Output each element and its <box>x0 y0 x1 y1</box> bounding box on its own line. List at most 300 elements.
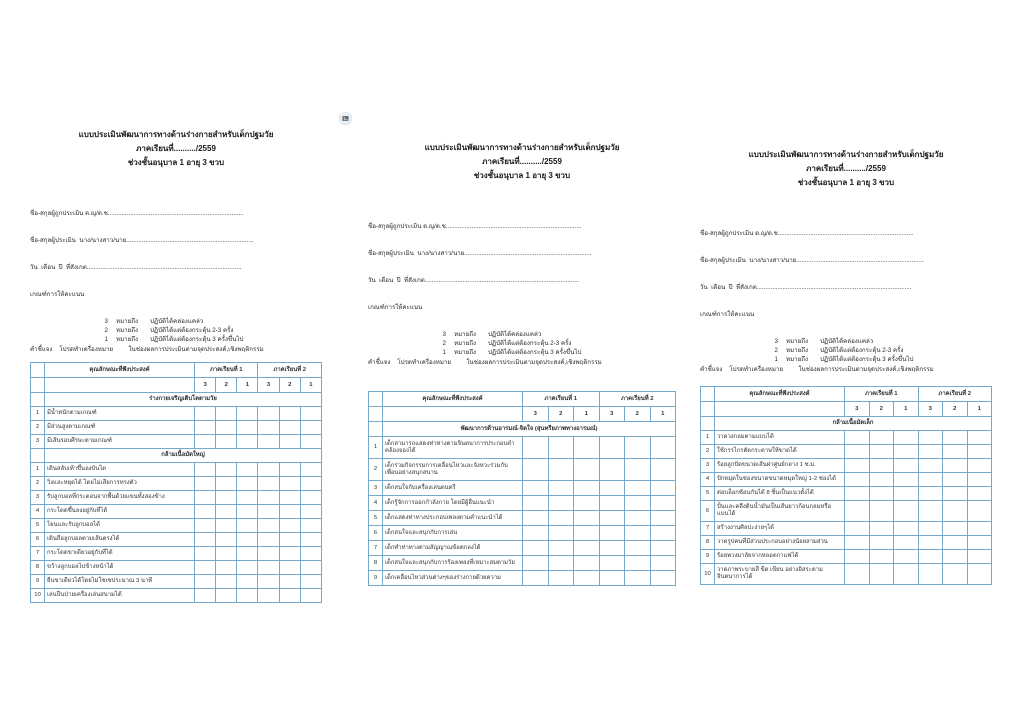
col-header-term1: ภาคเรียนที่ 1 <box>845 387 919 402</box>
scoring-criteria-label: เกณฑ์การให้คะแนน <box>368 304 423 311</box>
form-title-line1: แบบประเมินพัฒนาการทางด้านร่างกายสำหรับเด็กปฐมวัย <box>748 150 944 159</box>
score-cell <box>216 491 237 505</box>
form-title-line3: ช่วงชั้นอนุบาล 1 อายุ 3 ขวบ <box>473 171 571 180</box>
criteria-score: 1 <box>442 349 446 356</box>
score-cell <box>918 459 943 473</box>
col-header-term2: ภาคเรียนที่ 2 <box>258 363 322 378</box>
form-fields <box>368 204 676 330</box>
score-cell <box>279 477 300 491</box>
section-title-cell: ร่างกายเจริญเติบโตตามวัย <box>45 393 322 407</box>
score-cell <box>967 536 992 550</box>
score-cell <box>625 541 651 556</box>
item-row <box>701 445 992 459</box>
field-observe-date: วัน เดือน ปี ที่สังเกต.......................................................................................... <box>30 264 242 271</box>
row-number-cell: 8 <box>701 536 715 550</box>
row-number-cell: 2 <box>31 421 45 435</box>
score-cell <box>918 564 943 585</box>
score-cell <box>918 431 943 445</box>
score-cell <box>650 541 676 556</box>
score-cell <box>216 463 237 477</box>
row-number-cell: 10 <box>31 589 45 603</box>
criteria-text: ปฏิบัติได้แต่ต้องกระตุ้น 2-3 ครั้ง <box>488 340 572 347</box>
trait-text-cell: เด็กสนใจและสนุกกับการร้องเพลงที่เหมาะสมตามวัย <box>383 556 523 571</box>
score-cell <box>258 407 279 421</box>
item-row <box>31 519 322 533</box>
trait-text-cell: กระโดดขาเดียวอยู่กับที่ได้ <box>45 547 195 561</box>
score-cell <box>650 459 676 481</box>
trait-text-cell: ร้อยลูกปัดขนาดเส้นผ่าศูนย์กลาง 1 ซ.ม. <box>715 459 845 473</box>
score-column-header: 3 <box>523 407 549 422</box>
empty-cell <box>383 407 523 422</box>
score-cell <box>279 575 300 589</box>
score-cell <box>258 519 279 533</box>
col-header-term1: ภาคเรียนที่ 1 <box>523 392 600 407</box>
score-cell <box>845 445 870 459</box>
score-cell <box>300 547 321 561</box>
criteria-row <box>440 348 676 357</box>
score-cell <box>258 505 279 519</box>
score-cell <box>599 526 625 541</box>
score-cell <box>195 575 216 589</box>
score-cell <box>845 522 870 536</box>
score-cell <box>279 505 300 519</box>
score-cell <box>258 547 279 561</box>
score-cell <box>300 519 321 533</box>
score-cell <box>894 473 919 487</box>
score-cell <box>216 407 237 421</box>
score-cell <box>258 491 279 505</box>
form-fields <box>30 191 322 317</box>
score-cell <box>279 407 300 421</box>
score-cell <box>300 477 321 491</box>
score-cell <box>195 547 216 561</box>
row-number-cell: 5 <box>701 487 715 501</box>
criteria-means-label: หมายถึง <box>116 336 139 343</box>
score-cell <box>523 481 549 496</box>
trait-text-cell: วาดวงกลมตามแบบได้ <box>715 431 845 445</box>
criteria-row <box>772 337 992 346</box>
score-cell <box>894 487 919 501</box>
corner-cell <box>701 387 715 402</box>
score-cell <box>918 536 943 550</box>
score-cell <box>300 491 321 505</box>
criteria-score: 3 <box>104 318 108 325</box>
item-row <box>701 487 992 501</box>
section-row <box>369 422 676 437</box>
score-cell <box>300 435 321 449</box>
score-cell <box>195 477 216 491</box>
trait-text-cell: มีส่วนสูงตามเกณฑ์ <box>45 421 195 435</box>
form-title-line2: ภาคเรียนที่........../2559 <box>482 157 562 166</box>
item-row <box>369 459 676 481</box>
field-evaluator: ชื่อ-สกุลผู้ประเมิน นาง/นางสาว/นาย.......................................................................... <box>700 257 924 264</box>
score-cell <box>300 589 321 603</box>
score-cell <box>943 564 968 585</box>
scoring-criteria <box>440 330 676 357</box>
item-row <box>31 463 322 477</box>
score-cell <box>599 496 625 511</box>
score-cell <box>918 501 943 522</box>
score-cell <box>237 589 258 603</box>
score-cell <box>650 437 676 459</box>
score-cell <box>300 421 321 435</box>
score-cell <box>523 571 549 586</box>
score-cell <box>237 575 258 589</box>
row-number-cell: 5 <box>31 519 45 533</box>
score-cell <box>869 522 894 536</box>
criteria-means-label: หมายถึง <box>786 347 809 354</box>
score-cell <box>967 487 992 501</box>
score-cell <box>548 511 574 526</box>
score-cell <box>279 491 300 505</box>
trait-text-cell: กระโดดขึ้นลงอยู่กับที่ได้ <box>45 505 195 519</box>
score-cell <box>967 431 992 445</box>
item-row <box>31 533 322 547</box>
criteria-means-label: หมายถึง <box>786 356 809 363</box>
score-column-header: 3 <box>918 402 943 417</box>
score-cell <box>216 533 237 547</box>
score-cell <box>548 459 574 481</box>
score-cell <box>943 473 968 487</box>
score-cell <box>258 589 279 603</box>
score-cell <box>574 526 600 541</box>
row-number-cell: 6 <box>369 526 383 541</box>
row-number-cell: 2 <box>369 459 383 481</box>
criteria-means-label: หมายถึง <box>454 331 477 338</box>
empty-cell <box>701 402 715 417</box>
item-row <box>369 541 676 556</box>
form-title-line1: แบบประเมินพัฒนาการทางด้านร่างกายสำหรับเด็กปฐมวัย <box>424 143 620 152</box>
section-row <box>31 449 322 463</box>
score-cell <box>216 547 237 561</box>
score-scale-row <box>701 402 992 417</box>
item-row <box>701 564 992 585</box>
criteria-score: 2 <box>104 327 108 334</box>
trait-text-cell: วาดรูปคนที่มีส่วนประกอบอย่างน้อยสามส่วน <box>715 536 845 550</box>
corner-cell <box>369 392 383 407</box>
trait-text-cell: มีน้ำหนักตามเกณฑ์ <box>45 407 195 421</box>
item-row <box>31 407 322 421</box>
instruction-line: คำชี้แจง โปรดทำเครื่องหมาย ในช่องผลการประเมินตามจุดประสงค์,เชิงพฤติกรรม <box>368 359 602 366</box>
score-cell <box>599 511 625 526</box>
score-cell <box>869 473 894 487</box>
table-header-row <box>369 392 676 407</box>
field-observe-date: วัน เดือน ปี ที่สังเกต.......................................................................................... <box>368 277 580 284</box>
row-number-cell: 1 <box>701 431 715 445</box>
criteria-means-label: หมายถึง <box>116 318 139 325</box>
score-cell <box>845 459 870 473</box>
trait-text-cell: เด็กสนใจและสนุกกับการเล่น <box>383 526 523 541</box>
col-header-term2: ภาคเรียนที่ 2 <box>599 392 676 407</box>
field-evaluator: ชื่อ-สกุลผู้ประเมิน นาง/นางสาว/นาย.......................................................................... <box>30 237 254 244</box>
row-number-cell: 7 <box>369 541 383 556</box>
scoring-criteria <box>102 317 322 344</box>
trait-text-cell: สร้างงานศิลปะง่ายๆได้ <box>715 522 845 536</box>
score-cell <box>967 445 992 459</box>
score-cell <box>237 463 258 477</box>
scoring-criteria-label: เกณฑ์การให้คะแนน <box>700 311 755 318</box>
score-cell <box>943 522 968 536</box>
row-number-cell: 8 <box>369 556 383 571</box>
score-cell <box>300 463 321 477</box>
criteria-row <box>440 339 676 348</box>
score-cell <box>869 487 894 501</box>
score-cell <box>869 501 894 522</box>
score-cell <box>918 487 943 501</box>
row-number-cell <box>31 393 45 407</box>
col-header-traits: คุณลักษณะที่พึงประสงค์ <box>715 387 845 402</box>
score-cell <box>918 445 943 459</box>
image-placeholder-icon[interactable] <box>339 112 352 125</box>
trait-text-cell: วาดภาพระบายสี ขีด เขียน อย่างอิสระตามจินตนาการได้ <box>715 564 845 585</box>
score-column-header: 3 <box>845 402 870 417</box>
criteria-row <box>102 326 322 335</box>
assessment-table <box>700 386 992 585</box>
score-cell <box>967 564 992 585</box>
col-header-traits: คุณลักษณะที่พึงประสงค์ <box>383 392 523 407</box>
score-cell <box>625 459 651 481</box>
criteria-text: ปฏิบัติได้แต่ต้องกระตุ้น 3 ครั้งขึ้นไป <box>488 349 582 356</box>
criteria-row <box>440 330 676 339</box>
score-cell <box>216 477 237 491</box>
row-number-cell: 3 <box>31 435 45 449</box>
item-row <box>31 421 322 435</box>
score-cell <box>894 431 919 445</box>
document-page-1 <box>30 125 322 603</box>
row-number-cell: 4 <box>369 496 383 511</box>
empty-cell <box>369 407 383 422</box>
corner-cell <box>31 363 45 378</box>
score-cell <box>523 459 549 481</box>
score-cell <box>574 496 600 511</box>
trait-text-cell: เล่นปีนป่ายเครื่องเล่นสนามได้ <box>45 589 195 603</box>
row-number-cell <box>369 422 383 437</box>
form-title-line3: ช่วงชั้นอนุบาล 1 อายุ 3 ขวบ <box>797 178 895 187</box>
score-cell <box>625 437 651 459</box>
score-cell <box>943 487 968 501</box>
form-title-line3: ช่วงชั้นอนุบาล 1 อายุ 3 ขวบ <box>127 158 225 167</box>
score-column-header: 1 <box>650 407 676 422</box>
document-page-2 <box>368 138 676 581</box>
score-cell <box>894 564 919 585</box>
score-cell <box>258 435 279 449</box>
item-row <box>701 550 992 564</box>
score-cell <box>894 501 919 522</box>
criteria-means-label: หมายถึง <box>454 349 477 356</box>
score-column-header: 1 <box>967 402 992 417</box>
score-column-header: 1 <box>574 407 600 422</box>
score-cell <box>650 481 676 496</box>
trait-text-cell: ยืนขาเดียวได้โดยไม่โซเซประมาณ 3 นาที <box>45 575 195 589</box>
item-row <box>369 556 676 571</box>
item-row <box>701 431 992 445</box>
trait-text-cell: ปักหมุดในช่องขนาดขนาดหมุดใหญ่ 1-2 ช่องได้ <box>715 473 845 487</box>
score-cell <box>195 505 216 519</box>
col-header-traits: คุณลักษณะที่พึงประสงค์ <box>45 363 195 378</box>
score-cell <box>845 550 870 564</box>
score-cell <box>650 556 676 571</box>
score-column-header: 3 <box>258 378 279 393</box>
score-cell <box>869 536 894 550</box>
score-cell <box>237 421 258 435</box>
instruction-line: คำชี้แจง โปรดทำเครื่องหมาย ในช่องผลการประเมินตามจุดประสงค์,เชิงพฤติกรรม <box>30 346 264 353</box>
score-cell <box>574 571 600 586</box>
score-cell <box>258 463 279 477</box>
score-column-header: 2 <box>279 378 300 393</box>
score-cell <box>258 561 279 575</box>
image-glyph <box>342 115 349 122</box>
score-cell <box>918 473 943 487</box>
criteria-means-label: หมายถึง <box>786 338 809 345</box>
score-cell <box>625 526 651 541</box>
score-cell <box>869 564 894 585</box>
section-title-cell: กล้ามเนื้อมัดเล็ก <box>715 417 992 431</box>
row-number-cell: 3 <box>701 459 715 473</box>
trait-text-cell: ปั้นและคลึงดินน้ำมันเป็นเส้นยาวก้อนกลมหรือแบนได้ <box>715 501 845 522</box>
score-cell <box>195 435 216 449</box>
section-title-cell: กล้ามเนื้อมัดใหญ่ <box>45 449 322 463</box>
item-row <box>701 501 992 522</box>
item-row <box>369 496 676 511</box>
table-header-row <box>701 387 992 402</box>
score-scale-row <box>31 378 322 393</box>
trait-text-cell: เด็กเคลื่อนไหวส่วนต่างๆของร่างกายด้วยความ <box>383 571 523 586</box>
score-column-header: 3 <box>599 407 625 422</box>
score-cell <box>845 536 870 550</box>
score-cell <box>300 561 321 575</box>
score-cell <box>918 522 943 536</box>
score-cell <box>574 481 600 496</box>
score-cell <box>548 526 574 541</box>
score-cell <box>943 536 968 550</box>
trait-text-cell: เดินสลับเท้าขึ้นลงบันได <box>45 463 195 477</box>
trait-text-cell: เด็กร่วมกิจกรรมการเคลื่อนไหวและจังหวะร่วมกับเพื่อนอย่างสนุกสนาน <box>383 459 523 481</box>
score-column-header: 1 <box>237 378 258 393</box>
score-column-header: 2 <box>943 402 968 417</box>
section-title-cell: พัฒนาการด้านอารมณ์-จิตใจ (สุนทรียภาพทางอารมณ์) <box>383 422 676 437</box>
row-number-cell: 2 <box>31 477 45 491</box>
score-cell <box>845 431 870 445</box>
field-evaluee: ชื่อ-สกุลผู้ถูกประเมิน ด.ญ/ด.ช............................................................................... <box>30 210 244 217</box>
trait-text-cell: เด็กสนใจกับเครื่องเล่นดนตรี <box>383 481 523 496</box>
score-cell <box>237 505 258 519</box>
scoring-criteria-label: เกณฑ์การให้คะแนน <box>30 291 85 298</box>
empty-cell <box>715 402 845 417</box>
score-cell <box>237 519 258 533</box>
form-title-line2: ภาคเรียนที่........../2559 <box>806 164 886 173</box>
score-cell <box>548 496 574 511</box>
score-cell <box>216 575 237 589</box>
score-cell <box>279 463 300 477</box>
score-cell <box>845 564 870 585</box>
item-row <box>31 589 322 603</box>
score-cell <box>894 536 919 550</box>
score-cell <box>300 575 321 589</box>
score-cell <box>845 501 870 522</box>
score-column-header: 2 <box>869 402 894 417</box>
score-cell <box>599 556 625 571</box>
score-cell <box>943 459 968 473</box>
score-cell <box>279 547 300 561</box>
item-row <box>369 511 676 526</box>
score-cell <box>548 541 574 556</box>
row-number-cell: 7 <box>701 522 715 536</box>
assessment-table <box>368 391 676 586</box>
score-cell <box>574 556 600 571</box>
row-number-cell <box>31 449 45 463</box>
criteria-row <box>772 355 992 364</box>
score-cell <box>237 547 258 561</box>
score-cell <box>625 556 651 571</box>
criteria-text: ปฏิบัติได้แต่ต้องกระตุ้น 3 ครั้งขึ้นไป <box>820 356 914 363</box>
score-cell <box>650 496 676 511</box>
score-cell <box>967 522 992 536</box>
trait-text-cell: ต่อบล็อกซ้อนกันได้ 8 ชิ้นเป็นแนวตั้งได้ <box>715 487 845 501</box>
row-number-cell: 7 <box>31 547 45 561</box>
score-cell <box>625 496 651 511</box>
score-cell <box>894 445 919 459</box>
score-cell <box>894 459 919 473</box>
criteria-text: ปฏิบัติได้แต่ต้องกระตุ้น 2-3 ครั้ง <box>150 327 234 334</box>
score-cell <box>216 589 237 603</box>
score-cell <box>574 437 600 459</box>
score-cell <box>258 477 279 491</box>
score-cell <box>279 533 300 547</box>
criteria-text: ปฏิบัติได้คล่องแคล่ว <box>488 331 542 338</box>
score-cell <box>300 407 321 421</box>
criteria-score: 3 <box>442 331 446 338</box>
score-cell <box>523 556 549 571</box>
item-row <box>701 473 992 487</box>
score-cell <box>943 445 968 459</box>
score-cell <box>216 435 237 449</box>
score-cell <box>845 473 870 487</box>
score-cell <box>300 533 321 547</box>
criteria-means-label: หมายถึง <box>116 327 139 334</box>
criteria-score: 2 <box>774 347 778 354</box>
row-number-cell: 6 <box>31 533 45 547</box>
score-cell <box>967 459 992 473</box>
score-cell <box>845 487 870 501</box>
score-cell <box>523 437 549 459</box>
trait-text-cell: มีเส้นรอบศีรษะตามเกณฑ์ <box>45 435 195 449</box>
score-cell <box>195 533 216 547</box>
score-cell <box>967 501 992 522</box>
col-header-term2: ภาคเรียนที่ 2 <box>918 387 992 402</box>
score-cell <box>279 561 300 575</box>
form-title-line2: ภาคเรียนที่........../2559 <box>136 144 216 153</box>
item-row <box>31 491 322 505</box>
score-cell <box>279 519 300 533</box>
row-number-cell: 10 <box>701 564 715 585</box>
score-cell <box>869 431 894 445</box>
score-cell <box>574 459 600 481</box>
trait-text-cell: ขว้างลูกบอลไปข้างหน้าได้ <box>45 561 195 575</box>
score-cell <box>967 473 992 487</box>
row-number-cell: 1 <box>31 407 45 421</box>
score-scale-row <box>369 407 676 422</box>
item-row <box>31 505 322 519</box>
score-cell <box>548 571 574 586</box>
criteria-text: ปฏิบัติได้แต่ต้องกระตุ้น 3 ครั้งขึ้นไป <box>150 336 244 343</box>
score-cell <box>650 511 676 526</box>
trait-text-cell: วิ่งและหยุดได้ โดยไม่เสียการทรงตัว <box>45 477 195 491</box>
score-cell <box>650 571 676 586</box>
score-cell <box>237 435 258 449</box>
row-number-cell: 9 <box>31 575 45 589</box>
score-column-header: 1 <box>894 402 919 417</box>
score-cell <box>523 511 549 526</box>
